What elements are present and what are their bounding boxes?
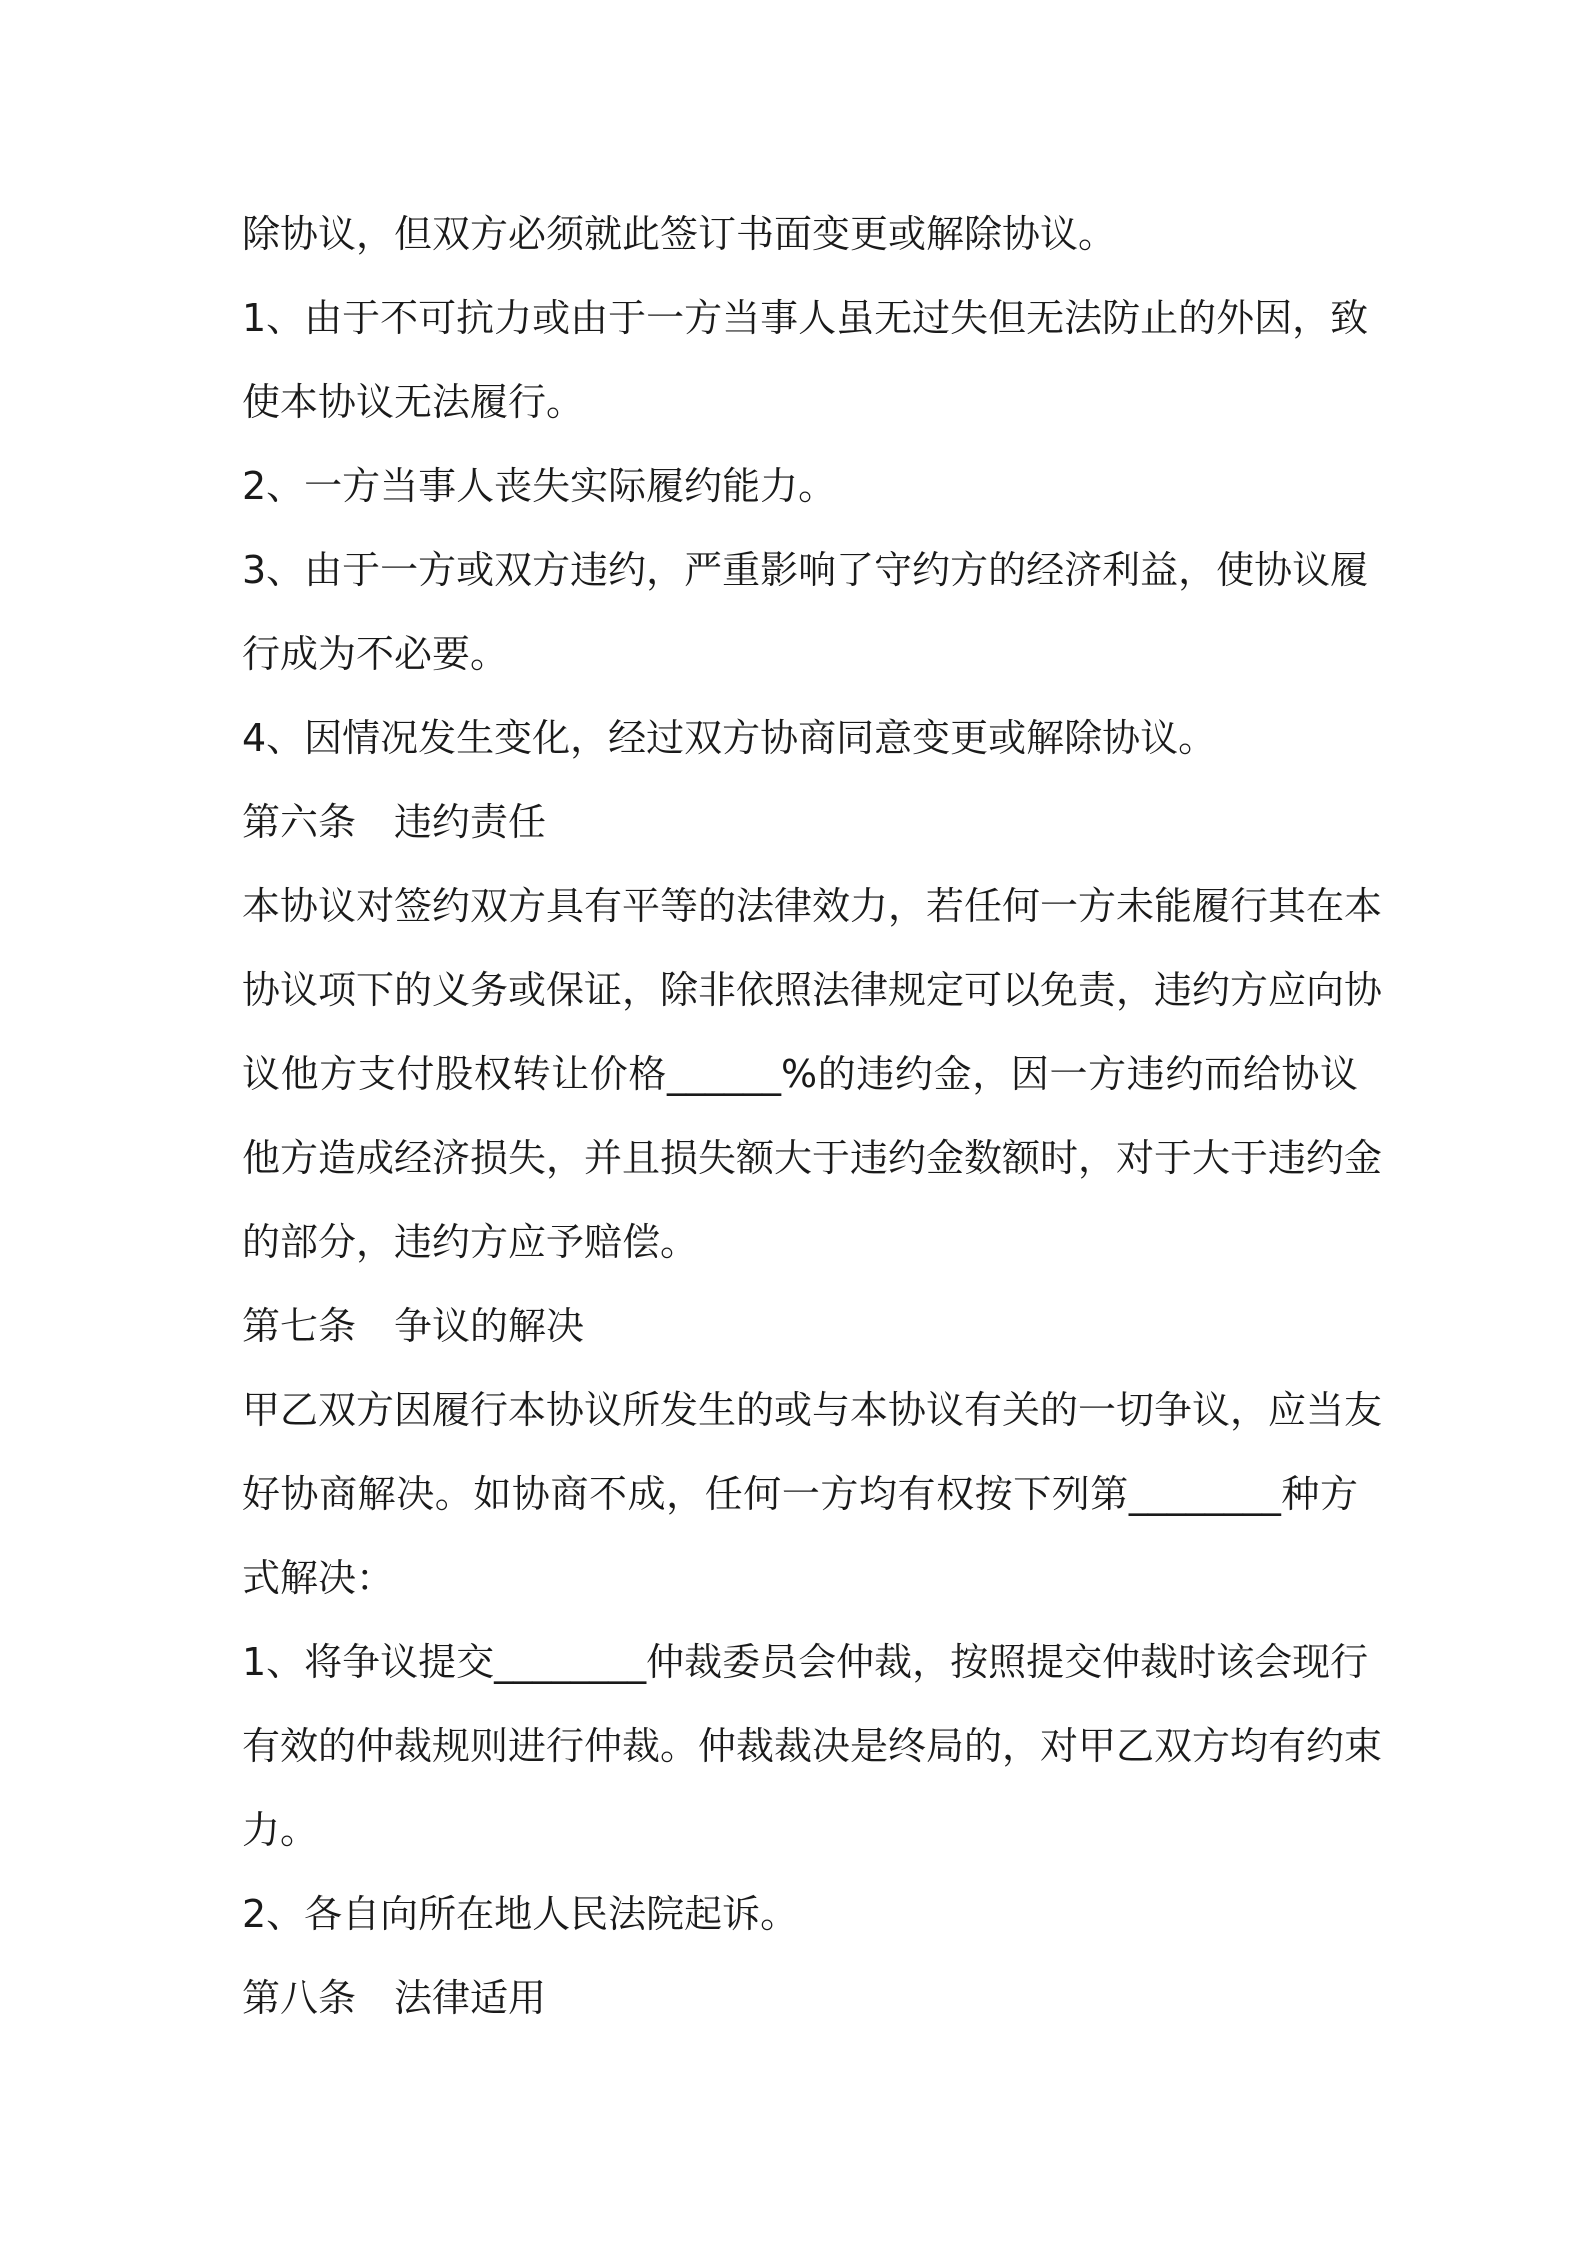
article-6-text-line-4: 他方造成经济损失，并且损失额大于违约金数额时，对于大于违约金 xyxy=(242,1136,1383,1180)
clause-item-1-line-2: 使本协议无法履行。 xyxy=(242,380,585,424)
article-8-heading: 第八条 法律适用 xyxy=(242,1976,547,2020)
article-7-text-line-1: 甲乙双方因履行本协议所发生的或与本协议有关的一切争议，应当友 xyxy=(242,1388,1383,1432)
clause-item-3-line-2: 行成为不必要。 xyxy=(242,632,509,676)
article-6-heading: 第六条 违约责任 xyxy=(242,800,547,844)
article-7-option-2: 2、各自向所在地人民法院起诉。 xyxy=(242,1892,799,1936)
article-6-text-line-2: 协议项下的义务或保证，除非依照法律规定可以免责，违约方应向协 xyxy=(242,968,1383,1012)
article-7-option-1-line-1: 1、将争议提交________仲裁委员会仲裁，按照提交仲裁时该会现行 xyxy=(242,1640,1369,1684)
clause-item-3-line-1: 3、由于一方或双方违约，严重影响了守约方的经济利益，使协议履 xyxy=(242,548,1369,592)
article-7-text-line-2: 好协商解决。如协商不成，任何一方均有权按下列第________种方 xyxy=(242,1472,1358,1516)
clause-item-2: 2、一方当事人丧失实际履约能力。 xyxy=(242,464,837,508)
article-6-text-line-5: 的部分，违约方应予赔偿。 xyxy=(242,1220,699,1264)
article-7-heading: 第七条 争议的解决 xyxy=(242,1304,585,1348)
article-6-text-line-3: 议他方支付股权转让价格______%的违约金，因一方违约而给协议 xyxy=(242,1052,1358,1096)
paragraph-line-continuation: 除协议，但双方必须就此签订书面变更或解除协议。 xyxy=(242,212,1117,256)
clause-item-4: 4、因情况发生变化，经过双方协商同意变更或解除协议。 xyxy=(242,716,1217,760)
article-6-text-line-1: 本协议对签约双方具有平等的法律效力，若任何一方未能履行其在本 xyxy=(242,884,1383,928)
article-7-text-line-3: 式解决： xyxy=(242,1556,395,1600)
document-body xyxy=(242,192,1383,2040)
article-7-option-1-line-3: 力。 xyxy=(242,1808,319,1852)
article-7-option-1-line-2: 有效的仲裁规则进行仲裁。仲裁裁决是终局的，对甲乙双方均有约束 xyxy=(242,1724,1383,1768)
clause-item-1-line-1: 1、由于不可抗力或由于一方当事人虽无过失但无法防止的外因，致 xyxy=(242,296,1369,340)
